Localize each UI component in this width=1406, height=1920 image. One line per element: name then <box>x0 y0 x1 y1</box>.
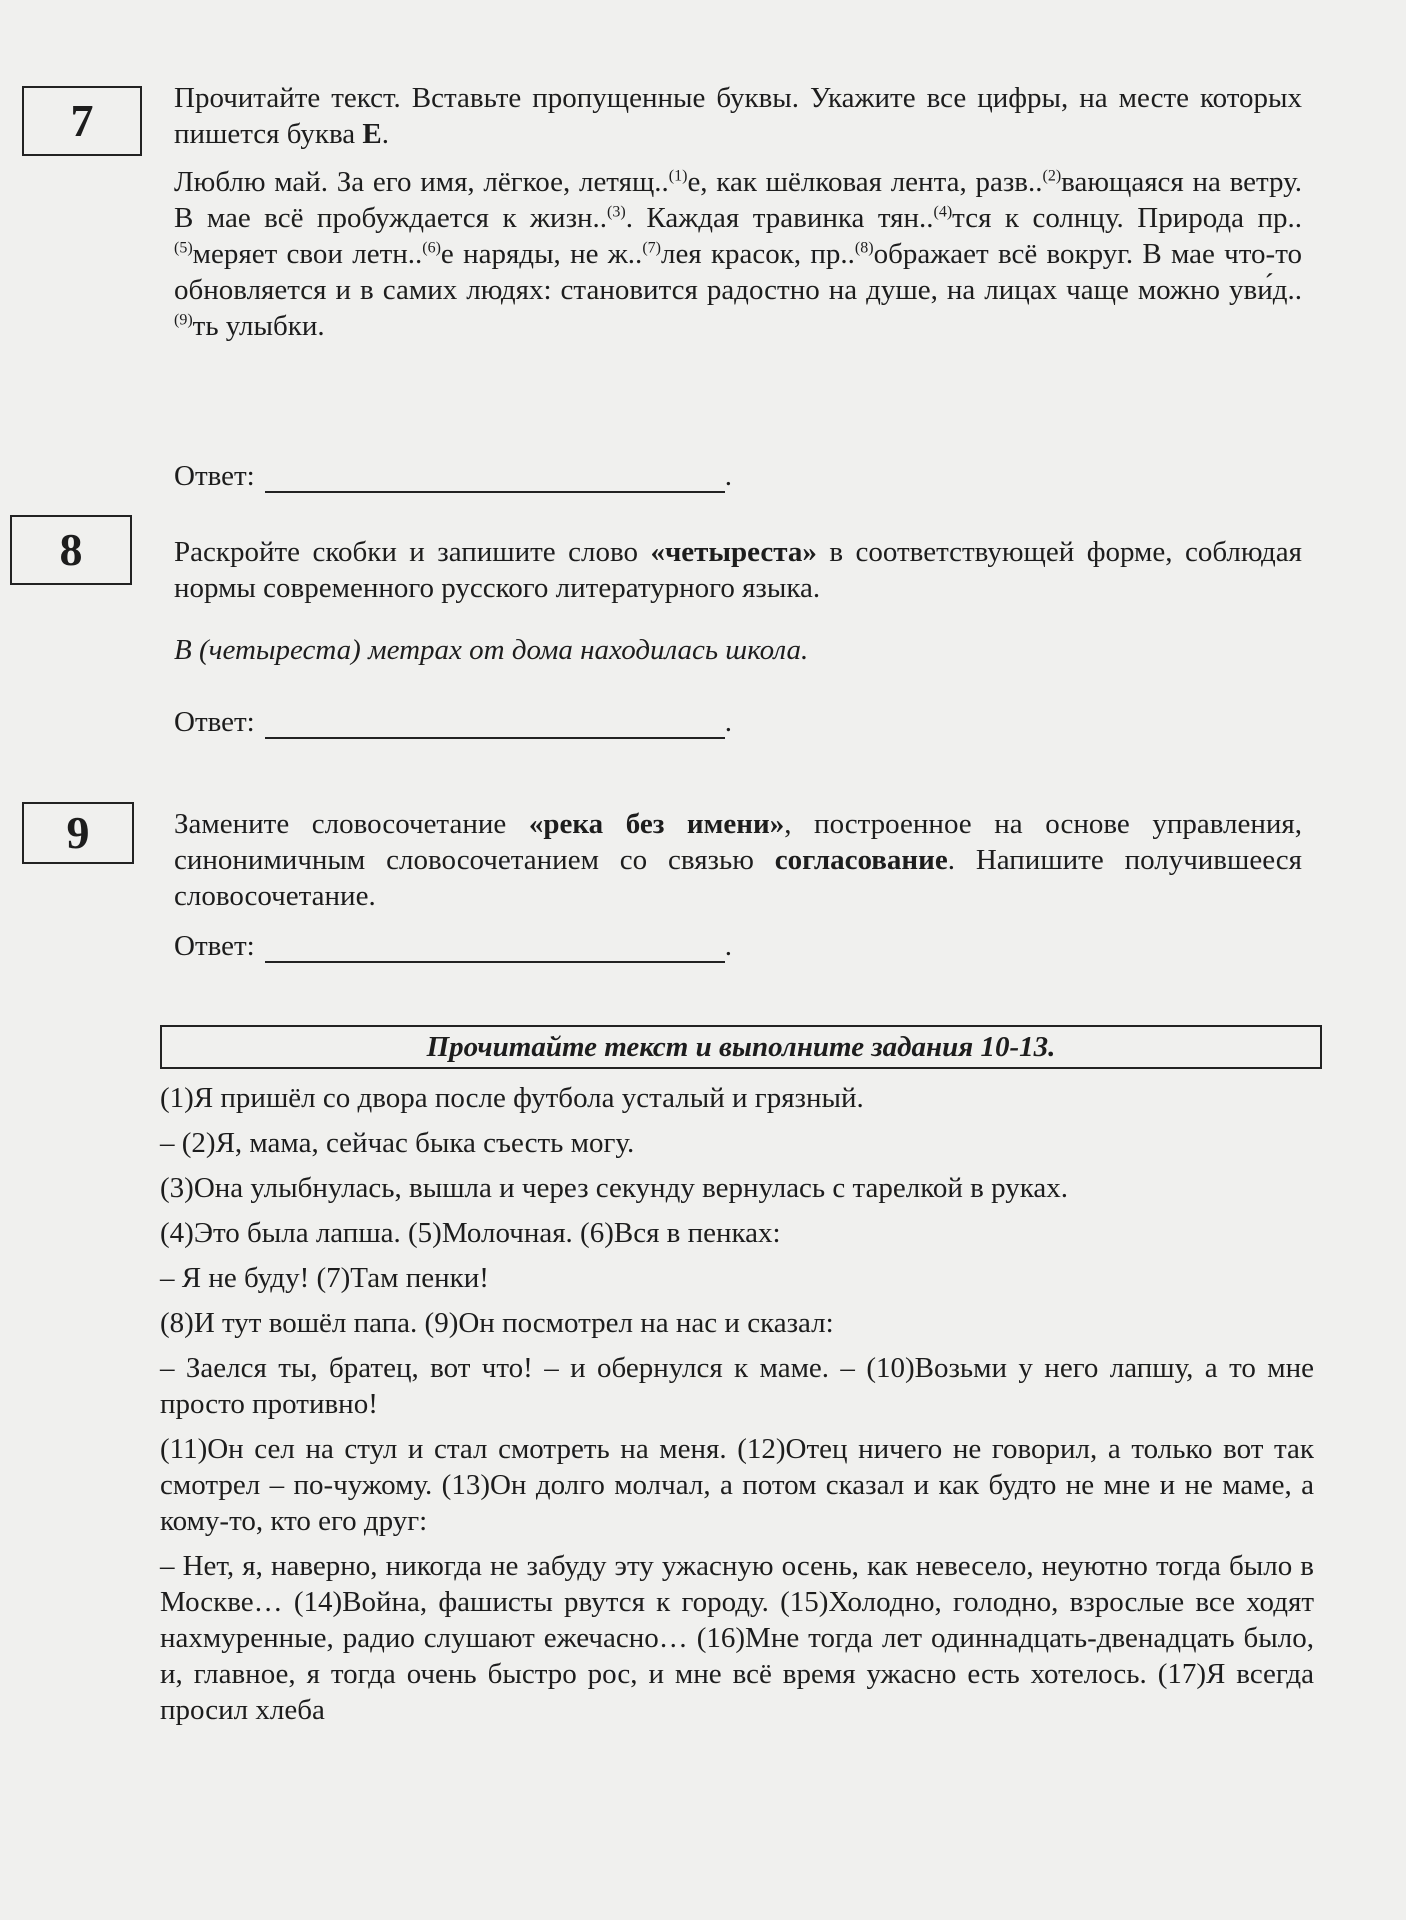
task-7-number: 7 <box>70 95 94 146</box>
task-8-example: В (четыреста) метрах от дома находилась школа. <box>174 634 809 666</box>
task-8-word: «четыреста» <box>650 536 817 568</box>
task-8-answer: Ответ: . <box>174 706 732 738</box>
text-segment: . Каждая травинка тян.. <box>625 202 934 234</box>
passage-paragraph: (1)Я пришёл со двора после футбола усталый и грязный. <box>160 1082 864 1114</box>
text-segment: меряет свои летн.. <box>192 238 423 270</box>
task-9-phrase: «река без имени» <box>528 808 785 840</box>
answer-label: Ответ: <box>174 706 255 738</box>
text-segment: е, как шёлковая лента, разв.. <box>687 166 1043 198</box>
gap-marker: (5) <box>174 239 193 257</box>
task-7-letter: Е <box>362 118 382 150</box>
text-segment: е наряды, не ж.. <box>440 238 643 270</box>
gap-marker: (9) <box>174 311 193 329</box>
gap-marker: (3) <box>607 203 626 221</box>
passage-paragraph: – Я не буду! (7)Там пенки! <box>160 1262 489 1294</box>
task-8-number: 8 <box>59 524 83 575</box>
task-7-answer-field[interactable] <box>265 463 725 493</box>
task-9-answer-field[interactable] <box>265 933 725 963</box>
task-7-answer: Ответ: . <box>174 460 732 492</box>
task-9-link-type: согласование <box>774 844 948 876</box>
task-9-instruction: Замените словосочетание «река без имени», построенное на основе управления, синонимичным словосочетанием со связью согласование. Напишите получившееся словосочетание. <box>174 808 1303 912</box>
text-segment: ть улыбки. <box>192 310 325 342</box>
gap-marker: (7) <box>642 239 661 257</box>
passage-paragraph: (3)Она улыбнулась, вышла и через секунду вернулась с тарелкой в руках. <box>160 1172 1068 1204</box>
task-7-block <box>174 80 1302 344</box>
passage-paragraph: (8)И тут вошёл папа. (9)Он посмотрел на нас и сказал: <box>160 1307 834 1339</box>
task-8-number-box <box>10 515 132 585</box>
passage-text <box>160 1080 1314 1737</box>
gap-marker: (8) <box>854 239 874 257</box>
task-7-number-box <box>22 86 142 156</box>
text-segment: вающаяся на ветру. В мае всё пробуждается к жизн.. <box>174 166 1302 234</box>
passage-paragraph: (4)Это была лапша. (5)Молочная. (6)Вся в пенках: <box>160 1217 781 1249</box>
text-segment: Люблю май. За его имя, лёгкое, летящ.. <box>174 166 669 198</box>
task-7-instruction: Прочитайте текст. Вставьте пропущенные буквы. Укажите все цифры, на месте которых пишется буква Е. <box>174 82 1302 150</box>
task-9-number: 9 <box>66 807 90 858</box>
gap-marker: (4) <box>933 203 953 221</box>
text-segment: ображает всё вокруг. В мае что-то обновляется и в самих людях: становится радостно на душе, на лицах чаще можно уви́д.. <box>174 238 1303 306</box>
task-7-text <box>174 164 1302 344</box>
gap-marker: (2) <box>1042 167 1062 185</box>
task-8-block <box>174 534 1302 668</box>
task-9-answer: Ответ: . <box>174 930 732 962</box>
text-segment: тся к солнцу. Природа пр.. <box>952 202 1303 234</box>
passage-heading: Прочитайте текст и выполните задания 10-13. <box>160 1025 1322 1069</box>
task-9-block <box>174 806 1302 914</box>
passage-paragraph: – Заелся ты, братец, вот что! – и обернулся к маме. – (10)Возьми у него лапшу, а то мне просто противно! <box>160 1352 1314 1420</box>
gap-marker: (6) <box>422 239 441 257</box>
passage-paragraph: (11)Он сел на стул и стал смотреть на меня. (12)Отец ничего не говорил, а только вот так смотрел – по-чужому. (13)Он долго молчал, а потом сказал и как будто не мне и не маме, а кому-то, кто его друг: <box>160 1433 1314 1537</box>
task-8-instruction: Раскройте скобки и запишите слово «четыреста» в соответствующей форме, соблюдая нормы современного русского литературного языка. <box>174 536 1303 604</box>
passage-paragraph: – (2)Я, мама, сейчас быка съесть могу. <box>160 1127 635 1159</box>
answer-label: Ответ: <box>174 930 255 962</box>
gap-marker: (1) <box>668 167 688 185</box>
answer-label: Ответ: <box>174 460 255 492</box>
task-8-answer-field[interactable] <box>265 709 725 739</box>
passage-paragraph: – Нет, я, наверно, никогда не забуду эту ужасную осень, как невесело, неуютно тогда было в Москве… (14)Война, фашисты рвутся к городу. (15)Холодно, голодно, взрослые все ходят нахмуренные, радио слушают ежечасно… (16)Мне тогда лет одиннадцать-двенадцать было, и, главное, я тогда очень быстро рос, и мне всё время ужасно есть хотелось. (17)Я всегда просил хлеба <box>160 1550 1314 1726</box>
task-9-number-box <box>22 802 134 864</box>
text-segment: лея красок, пр.. <box>660 238 855 270</box>
